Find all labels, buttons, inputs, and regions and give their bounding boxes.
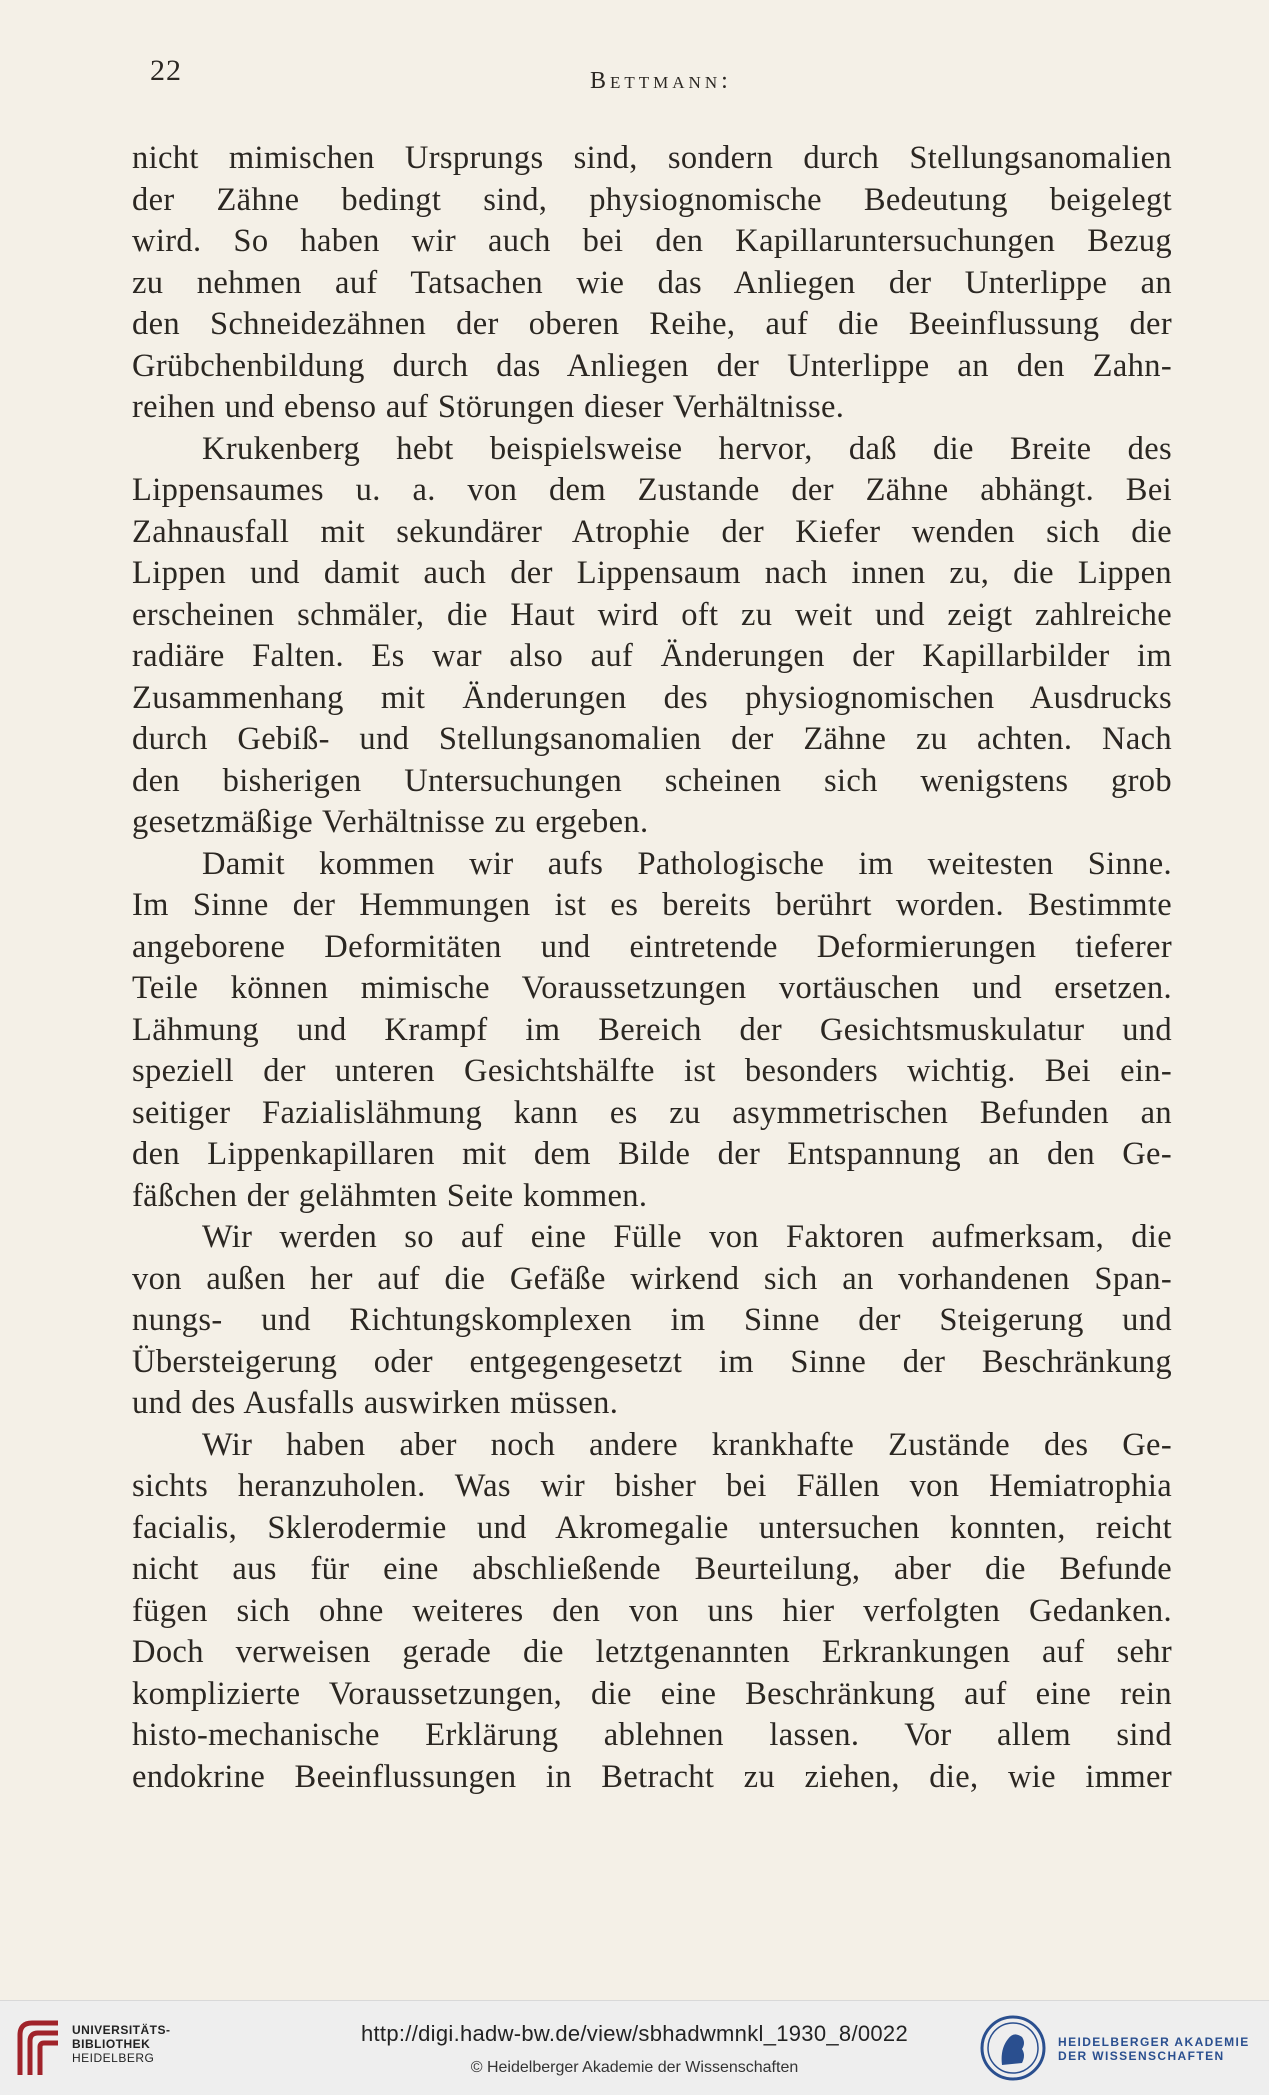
library-name-line: UNIVERSITÄTS-: [72, 2023, 171, 2037]
text-line: nicht aus für eine abschließende Beurteilung, aber die Befunde: [132, 1551, 1172, 1587]
library-name-line: HEIDELBERG: [72, 2051, 155, 2065]
footer-bar: [0, 2000, 1269, 2095]
text-line: speziell der unteren Gesichtshälfte ist besonders wichtig. Bei ein-: [132, 1053, 1172, 1089]
text-line: den Schneidezähnen der oberen Reihe, auf die Beeinflussung der: [132, 306, 1172, 342]
text-line: Wir werden so auf eine Fülle von Faktoren aufmerksam, die: [202, 1219, 1172, 1255]
text-line: komplizierte Voraussetzungen, die eine Beschränkung auf eine rein: [132, 1675, 1172, 1712]
text-line: und des Ausfalls auswirken müssen.: [132, 1385, 619, 1421]
text-line: den Lippenkapillaren mit dem Bilde der Entspannung an den Ge-: [132, 1136, 1172, 1172]
text-line: Grübchenbildung durch das Anliegen der Unterlippe an den Zahn-: [132, 347, 1172, 384]
text-line: nungs- und Richtungskomplexen im Sinne der Steigerung und: [132, 1302, 1172, 1338]
text-line: Im Sinne der Hemmungen ist es bereits berührt worden. Bestimmte: [132, 887, 1172, 923]
text-line: zu nehmen auf Tatsachen wie das Anliegen der Unterlippe an: [132, 264, 1172, 301]
text-line: fäßchen der gelähmten Seite kommen.: [132, 1177, 648, 1214]
page-number: 22: [150, 54, 182, 87]
text-line: den bisherigen Untersuchungen scheinen sich wenigstens grob: [132, 762, 1172, 799]
text-line: gesetzmäßige Verhältnisse zu ergeben.: [132, 804, 649, 840]
text-line: Doch verweisen gerade die letztgenannten Erkrankungen auf sehr: [132, 1634, 1172, 1670]
text-line: der Zähne bedingt sind, physiognomische Bedeutung beigelegt: [132, 181, 1172, 218]
page-header: [150, 54, 1150, 104]
text-line: Wir haben aber noch andere krankhafte Zustände des Ge-: [202, 1426, 1172, 1463]
academy-name-line: HEIDELBERGER AKADEMIE: [1058, 2035, 1250, 2049]
text-line: Zahnausfall mit sekundärer Atrophie der Kiefer wenden sich die: [132, 513, 1172, 550]
library-name-line: BIBLIOTHEK: [72, 2037, 151, 2051]
text-line: radiäre Falten. Es war also auf Änderungen der Kapillarbilder im: [132, 638, 1172, 674]
body-text: [132, 138, 1172, 1798]
academy-seal-icon[interactable]: [980, 2013, 1046, 2083]
running-head: Bettmann:: [590, 68, 732, 94]
text-line: sichts heranzuholen. Was wir bisher bei Fällen von Hemiatrophia: [132, 1468, 1172, 1504]
text-line: endokrine Beeinflussungen in Betracht zu ziehen, die, wie immer: [132, 1758, 1172, 1795]
text-line: nicht mimischen Ursprungs sind, sondern durch Stellungsanomalien: [132, 140, 1172, 176]
text-line: Damit kommen wir aufs Pathologische im weitesten Sinne.: [202, 845, 1172, 882]
text-line: Lähmung und Krampf im Bereich der Gesichtsmuskulatur und: [132, 1011, 1172, 1048]
text-line: Zusammenhang mit Änderungen des physiognomischen Ausdrucks: [132, 679, 1172, 716]
text-line: erscheinen schmäler, die Haut wird oft zu weit und zeigt zahlreiche: [132, 596, 1172, 633]
text-line: angeborene Deformitäten und eintretende Deformierungen tieferer: [132, 928, 1172, 965]
text-line: Lippen und damit auch der Lippensaum nach innen zu, die Lippen: [132, 555, 1172, 591]
copyright-notice: © Heidelberger Akademie der Wissenschaften: [470, 2059, 799, 2076]
text-line: fügen sich ohne weiteres den von uns hier verfolgten Gedanken.: [132, 1592, 1172, 1629]
text-line: durch Gebiß- und Stellungsanomalien der Zähne zu achten. Nach: [132, 721, 1172, 757]
academy-name-line: DER WISSENSCHAFTEN: [1058, 2049, 1225, 2063]
text-line: Teile können mimische Voraussetzungen vortäuschen und ersetzen.: [132, 970, 1172, 1006]
text-line: wird. So haben wir auch bei den Kapillaruntersuchungen Bezug: [132, 223, 1172, 259]
text-line: Übersteigerung oder entgegengesetzt im Sinne der Beschränkung: [132, 1343, 1172, 1380]
text-line: Lippensaumes u. a. von dem Zustande der Zähne abhängt. Bei: [132, 472, 1172, 508]
permalink-url[interactable]: http://digi.hadw-bw.de/view/sbhadwmnkl_1930_8/0022: [360, 2021, 909, 2046]
academy-name: [1058, 2035, 1250, 2063]
text-line: seitiger Fazialislähmung kann es zu asymmetrischen Befunden an: [132, 1094, 1172, 1131]
text-line: facialis, Sklerodermie und Akromegalie untersuchen konnten, reicht: [132, 1509, 1172, 1546]
text-line: reihen und ebenso auf Störungen dieser Verhältnisse.: [132, 389, 845, 425]
text-line: histo-mechanische Erklärung ablehnen lassen. Vor allem sind: [132, 1717, 1172, 1753]
text-line: Krukenberg hebt beispielsweise hervor, daß die Breite des: [202, 430, 1172, 467]
text-line: von außen her auf die Gefäße wirkend sich an vorhandenen Span-: [132, 1260, 1172, 1297]
